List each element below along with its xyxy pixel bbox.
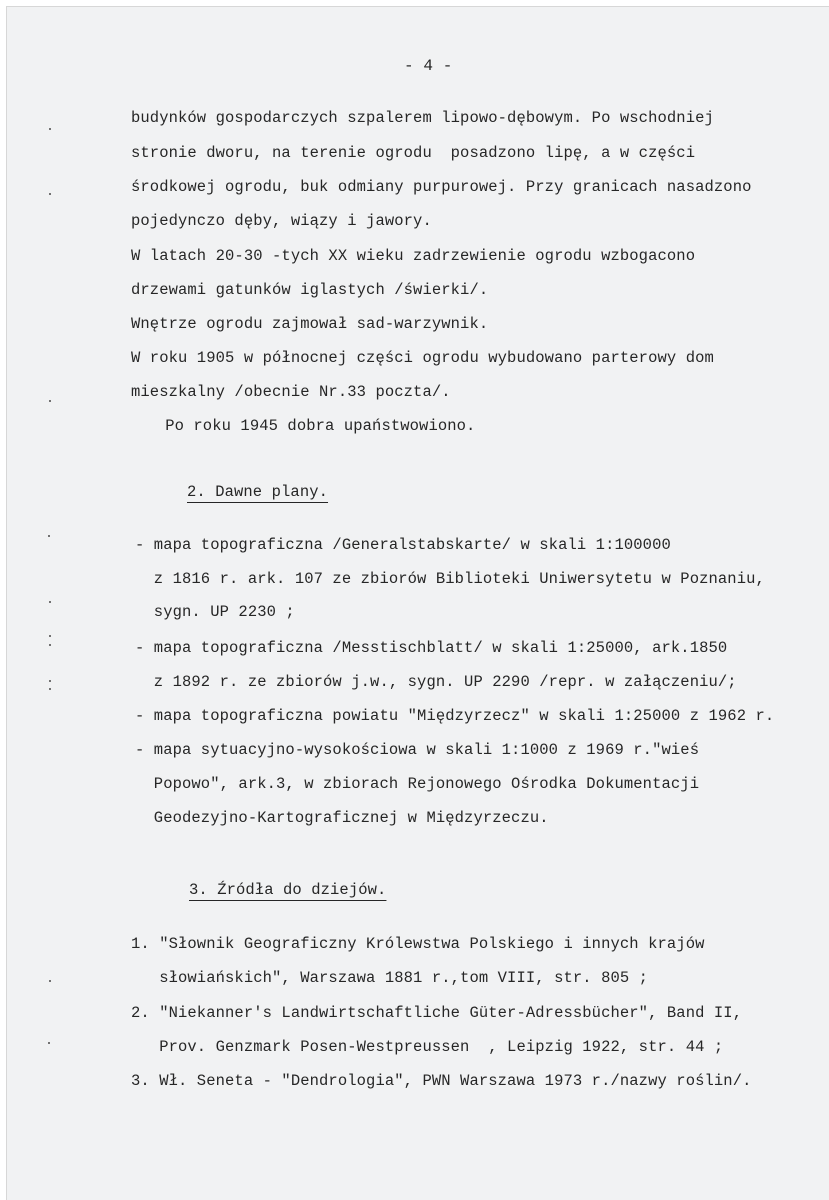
list-line: - mapa sytuacyjno-wysokościowa w skali 1:1000 z 1969 r."wieś <box>135 741 700 759</box>
list-line: z 1892 r. ze zbiorów j.w., sygn. UP 2290 /repr. w załączeniu/; <box>135 673 737 691</box>
section-heading: 3. Źródła do dziejów. <box>189 881 387 899</box>
list-line: sygn. UP 2230 ; <box>135 603 295 621</box>
margin-speck <box>48 535 50 537</box>
margin-speck <box>48 1042 50 1044</box>
margin-speck <box>49 400 51 402</box>
list-line: 2. "Niekanner's Landwirtschaftliche Güter-Adressbücher", Band II, <box>131 1004 743 1022</box>
text-line: drzewami gatunków iglastych /świerki/. <box>131 281 489 299</box>
margin-speck <box>49 688 51 690</box>
text-line: W latach 20-30 -tych XX wieku zadrzewienie ogrodu wzbogacono <box>131 247 696 265</box>
list-line: Geodezyjno-Kartograficznej w Międzyrzeczu. <box>135 809 549 827</box>
list-line: Popowo", ark.3, w zbiorach Rejonowego Ośrodka Dokumentacji <box>135 775 700 793</box>
text-line: pojedynczo dęby, wiązy i jawory. <box>131 212 432 230</box>
list-line: - mapa topograficzna powiatu "Międzyrzecz" w skali 1:25000 z 1962 r. <box>135 707 775 725</box>
text-line: środkowej ogrodu, buk odmiany purpurowej. Przy granicach nasadzono <box>131 178 752 196</box>
section-heading: 2. Dawne plany. <box>187 483 329 501</box>
list-line: - mapa topograficzna /Generalstabskarte/ w skali 1:100000 <box>135 536 671 554</box>
text-line: W roku 1905 w północnej części ogrodu wybudowano parterowy dom <box>131 349 714 367</box>
text-line: budynków gospodarczych szpalerem lipowo-dębowym. Po wschodniej <box>131 109 714 127</box>
list-line: Prov. Genzmark Posen-Westpreussen , Leipzig 1922, str. 44 ; <box>131 1038 724 1056</box>
margin-speck <box>49 680 51 682</box>
text-line: Wnętrze ogrodu zajmował sad-warzywnik. <box>131 315 489 333</box>
margin-speck <box>49 601 51 603</box>
text-line: Po roku 1945 dobra upaństwowiono. <box>137 417 476 435</box>
margin-speck <box>49 128 51 130</box>
text-line: stronie dworu, na terenie ogrodu posadzono lipę, a w części <box>131 144 696 162</box>
margin-speck <box>49 193 51 195</box>
margin-speck <box>49 644 51 646</box>
margin-speck <box>49 980 51 982</box>
margin-speck <box>49 635 51 637</box>
page-number: - 4 - <box>404 57 453 75</box>
list-line: z 1816 r. ark. 107 ze zbiorów Biblioteki Uniwersytetu w Poznaniu, <box>135 570 765 588</box>
list-line: - mapa topograficzna /Messtischblatt/ w skali 1:25000, ark.1850 <box>135 639 728 657</box>
list-line: 1. "Słownik Geograficzny Królewstwa Polskiego i innych krajów <box>131 935 705 953</box>
text-line: mieszkalny /obecnie Nr.33 poczta/. <box>131 383 451 401</box>
document-page <box>6 6 829 1200</box>
list-line: 3. Wł. Seneta - "Dendrologia", PWN Warszawa 1973 r./nazwy roślin/. <box>131 1072 752 1090</box>
list-line: słowiańskich", Warszawa 1881 r.,tom VIII, str. 805 ; <box>131 969 649 987</box>
